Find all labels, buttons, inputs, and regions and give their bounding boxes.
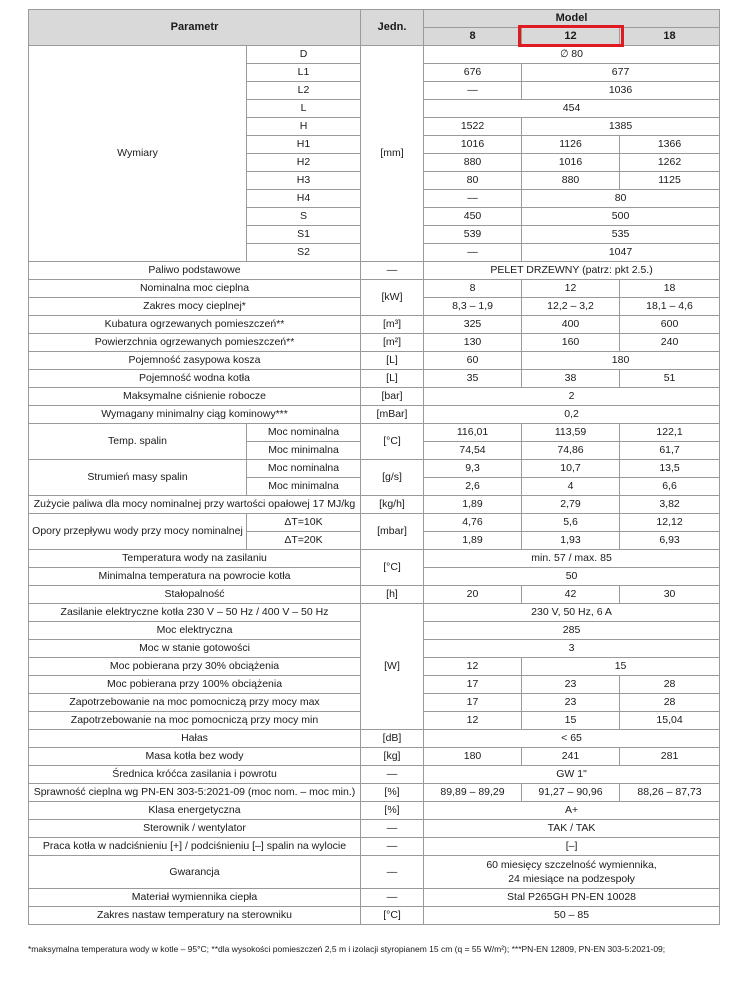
param-label: Stałopalność bbox=[29, 586, 361, 604]
cell-value: 8 bbox=[424, 280, 522, 298]
header-row bbox=[29, 10, 720, 28]
param-label: Moc elektryczna bbox=[29, 622, 361, 640]
cell-value: 8,3 – 1,9 bbox=[424, 298, 522, 316]
param-label: Gwarancja bbox=[29, 856, 361, 889]
wymiary-unit: [mm] bbox=[361, 46, 424, 262]
cell-value: 1125 bbox=[620, 172, 720, 190]
cell-value: 113,59 bbox=[522, 424, 620, 442]
table-row bbox=[29, 748, 720, 766]
table-row bbox=[29, 496, 720, 514]
unit-cell: — bbox=[361, 856, 424, 889]
table-row bbox=[29, 820, 720, 838]
param-label: Nominalna moc cieplna bbox=[29, 280, 361, 298]
cell-value: 450 bbox=[424, 208, 522, 226]
table-row bbox=[29, 514, 720, 532]
param-label: Masa kotła bez wody bbox=[29, 748, 361, 766]
cell-value: Stal P265GH PN-EN 10028 bbox=[424, 889, 720, 907]
cell-value: A+ bbox=[424, 802, 720, 820]
table-row bbox=[29, 550, 720, 568]
dim-label: L2 bbox=[247, 82, 361, 100]
cell-value: 60 bbox=[424, 352, 522, 370]
unit-cell: — bbox=[361, 766, 424, 784]
wymiary-label: Wymiary bbox=[29, 46, 247, 262]
cell-value: 28 bbox=[620, 694, 720, 712]
gwarancja-line-2: 24 miesiące na podzespoły bbox=[508, 873, 635, 885]
param-label: Sprawność cieplna wg PN-EN 303-5:2021-09 (moc nom. – moc min.) bbox=[29, 784, 361, 802]
cell-value: 2,79 bbox=[522, 496, 620, 514]
cell-value: 180 bbox=[522, 352, 720, 370]
table-row bbox=[29, 388, 720, 406]
cell-value: 2,6 bbox=[424, 478, 522, 496]
cell-value: 23 bbox=[522, 694, 620, 712]
cell-value: 1385 bbox=[522, 118, 720, 136]
cell-value: 74,54 bbox=[424, 442, 522, 460]
cell-value: 1366 bbox=[620, 136, 720, 154]
cell-value: 676 bbox=[424, 64, 522, 82]
param-label: Praca kotła w nadciśnieniu [+] / podciśnieniu [–] spalin na wylocie bbox=[29, 838, 361, 856]
param-label: Temperatura wody na zasilaniu bbox=[29, 550, 361, 568]
cell-value: TAK / TAK bbox=[424, 820, 720, 838]
param-label: Zapotrzebowanie na moc pomocniczą przy mocy min bbox=[29, 712, 361, 730]
unit-cell: [mbar] bbox=[361, 514, 424, 550]
unit-cell: [%] bbox=[361, 802, 424, 820]
unit-cell: [bar] bbox=[361, 388, 424, 406]
param-label: Strumień masy spalin bbox=[29, 460, 247, 496]
cell-value: 454 bbox=[424, 100, 720, 118]
cell-value: 28 bbox=[620, 676, 720, 694]
table-row bbox=[29, 334, 720, 352]
param-label: Moc pobierana przy 100% obciążenia bbox=[29, 676, 361, 694]
unit-cell: [mBar] bbox=[361, 406, 424, 424]
cell-value: 1047 bbox=[522, 244, 720, 262]
unit-cell: [m³] bbox=[361, 316, 424, 334]
table-row bbox=[29, 46, 720, 64]
cell-value: 600 bbox=[620, 316, 720, 334]
cell-value: [–] bbox=[424, 838, 720, 856]
cell-value: 6,93 bbox=[620, 532, 720, 550]
cell-value: 12,2 – 3,2 bbox=[522, 298, 620, 316]
cell-value: 12,12 bbox=[620, 514, 720, 532]
cell-value: 2 bbox=[424, 388, 720, 406]
dim-label: H4 bbox=[247, 190, 361, 208]
cell-value: 42 bbox=[522, 586, 620, 604]
param-label: Materiał wymiennika ciepła bbox=[29, 889, 361, 907]
dim-label: L bbox=[247, 100, 361, 118]
cell-value: 116,01 bbox=[424, 424, 522, 442]
header-parametr: Parametr bbox=[29, 10, 361, 46]
table-row bbox=[29, 838, 720, 856]
cell-value: 3,82 bbox=[620, 496, 720, 514]
unit-cell: [°C] bbox=[361, 550, 424, 586]
cell-value: 3 bbox=[424, 640, 720, 658]
param-label: Temp. spalin bbox=[29, 424, 247, 460]
cell-value: 6,6 bbox=[620, 478, 720, 496]
spec-sheet bbox=[28, 9, 720, 925]
unit-cell: [°C] bbox=[361, 424, 424, 460]
cell-value: 50 – 85 bbox=[424, 907, 720, 925]
cell-value: 12 bbox=[424, 658, 522, 676]
cell-value: GW 1" bbox=[424, 766, 720, 784]
cell-value: 9,3 bbox=[424, 460, 522, 478]
table-row bbox=[29, 766, 720, 784]
cell-value: 10,7 bbox=[522, 460, 620, 478]
cell-value: 61,7 bbox=[620, 442, 720, 460]
cell-value: 230 V, 50 Hz, 6 A bbox=[424, 604, 720, 622]
unit-cell: — bbox=[361, 889, 424, 907]
cell-value: 325 bbox=[424, 316, 522, 334]
cell-value: 15 bbox=[522, 712, 620, 730]
unit-cell: [m²] bbox=[361, 334, 424, 352]
cell-value: PELET DRZEWNY (patrz: pkt 2.5.) bbox=[424, 262, 720, 280]
cell-value: 20 bbox=[424, 586, 522, 604]
cell-value: 281 bbox=[620, 748, 720, 766]
table-row bbox=[29, 604, 720, 622]
cell-value: 180 bbox=[424, 748, 522, 766]
cell-value: 539 bbox=[424, 226, 522, 244]
param-label: Hałas bbox=[29, 730, 361, 748]
cell-value: 18 bbox=[620, 280, 720, 298]
cell-value: 122,1 bbox=[620, 424, 720, 442]
table-row bbox=[29, 784, 720, 802]
param-label: Klasa energetyczna bbox=[29, 802, 361, 820]
cell-value: — bbox=[424, 244, 522, 262]
cell-value: 400 bbox=[522, 316, 620, 334]
cell-value: 1036 bbox=[522, 82, 720, 100]
header-model: Model bbox=[424, 10, 720, 28]
cell-value: 15 bbox=[522, 658, 720, 676]
cell-value: 12 bbox=[424, 712, 522, 730]
param-label: Paliwo podstawowe bbox=[29, 262, 361, 280]
param-label: Zakres nastaw temperatury na sterowniku bbox=[29, 907, 361, 925]
cell-value: 130 bbox=[424, 334, 522, 352]
param-label: Sterownik / wentylator bbox=[29, 820, 361, 838]
cell-value: 35 bbox=[424, 370, 522, 388]
dim-label: S bbox=[247, 208, 361, 226]
cell-value: 12 bbox=[522, 280, 620, 298]
dim-label: D bbox=[247, 46, 361, 64]
table-row bbox=[29, 802, 720, 820]
table-row bbox=[29, 316, 720, 334]
param-label: Zakres mocy cieplnej* bbox=[29, 298, 361, 316]
param-label: Minimalna temperatura na powrocie kotła bbox=[29, 568, 361, 586]
unit-cell: — bbox=[361, 820, 424, 838]
param-label: Maksymalne ciśnienie robocze bbox=[29, 388, 361, 406]
sub-label: ΔT=20K bbox=[247, 532, 361, 550]
cell-value: min. 57 / max. 85 bbox=[424, 550, 720, 568]
table-row bbox=[29, 262, 720, 280]
cell-value: 23 bbox=[522, 676, 620, 694]
cell-value: 1126 bbox=[522, 136, 620, 154]
sub-label: Moc minimalna bbox=[247, 442, 361, 460]
cell-value: 1262 bbox=[620, 154, 720, 172]
cell-value: 500 bbox=[522, 208, 720, 226]
cell-value: 1522 bbox=[424, 118, 522, 136]
unit-cell: [dB] bbox=[361, 730, 424, 748]
unit-cell: [h] bbox=[361, 586, 424, 604]
param-label: Zużycie paliwa dla mocy nominalnej przy wartości opałowej 17 MJ/kg bbox=[29, 496, 361, 514]
unit-cell: [%] bbox=[361, 784, 424, 802]
cell-value: 1016 bbox=[424, 136, 522, 154]
sub-label: Moc nominalna bbox=[247, 460, 361, 478]
cell-value: — bbox=[424, 82, 522, 100]
cell-value: 17 bbox=[424, 694, 522, 712]
model-12: 12 bbox=[522, 28, 620, 46]
dim-label: H1 bbox=[247, 136, 361, 154]
cell-value: 38 bbox=[522, 370, 620, 388]
table-row bbox=[29, 586, 720, 604]
spec-table bbox=[28, 9, 720, 925]
cell-value: 1016 bbox=[522, 154, 620, 172]
cell-value: 240 bbox=[620, 334, 720, 352]
dim-label: H bbox=[247, 118, 361, 136]
cell-value: 880 bbox=[424, 154, 522, 172]
cell-value: 1,93 bbox=[522, 532, 620, 550]
table-row bbox=[29, 280, 720, 298]
cell-value: — bbox=[424, 190, 522, 208]
table-row bbox=[29, 856, 720, 889]
param-label: Zasilanie elektryczne kotła 230 V – 50 Hz / 400 V – 50 Hz bbox=[29, 604, 361, 622]
cell-value: 74,86 bbox=[522, 442, 620, 460]
cell-value: 1,89 bbox=[424, 496, 522, 514]
unit-cell: [°C] bbox=[361, 907, 424, 925]
table-row bbox=[29, 889, 720, 907]
model-18: 18 bbox=[620, 28, 720, 46]
cell-value bbox=[424, 856, 720, 889]
table-row bbox=[29, 460, 720, 478]
cell-value: 535 bbox=[522, 226, 720, 244]
sub-label: Moc nominalna bbox=[247, 424, 361, 442]
cell-value: 4 bbox=[522, 478, 620, 496]
param-label: Pojemność zasypowa kosza bbox=[29, 352, 361, 370]
param-label: Kubatura ogrzewanych pomieszczeń** bbox=[29, 316, 361, 334]
cell-value: 285 bbox=[424, 622, 720, 640]
sub-label: ΔT=10K bbox=[247, 514, 361, 532]
table-row bbox=[29, 424, 720, 442]
cell-value: 17 bbox=[424, 676, 522, 694]
cell-value: 160 bbox=[522, 334, 620, 352]
param-label: Zapotrzebowanie na moc pomocniczą przy mocy max bbox=[29, 694, 361, 712]
cell-value: 241 bbox=[522, 748, 620, 766]
dim-label: H3 bbox=[247, 172, 361, 190]
cell-value: 50 bbox=[424, 568, 720, 586]
table-row bbox=[29, 370, 720, 388]
cell-value: 1,89 bbox=[424, 532, 522, 550]
dim-label: S2 bbox=[247, 244, 361, 262]
table-row bbox=[29, 907, 720, 925]
cell-value: 91,27 – 90,96 bbox=[522, 784, 620, 802]
cell-value: 677 bbox=[522, 64, 720, 82]
unit-cell: [kW] bbox=[361, 280, 424, 316]
unit-cell: [L] bbox=[361, 352, 424, 370]
gwarancja-line-1: 60 miesięcy szczelność wymiennika, bbox=[486, 859, 657, 871]
unit-cell: — bbox=[361, 838, 424, 856]
param-label: Pojemność wodna kotła bbox=[29, 370, 361, 388]
table-row bbox=[29, 730, 720, 748]
cell-value: 80 bbox=[522, 190, 720, 208]
param-label: Moc pobierana przy 30% obciążenia bbox=[29, 658, 361, 676]
table-row bbox=[29, 352, 720, 370]
param-label: Powierzchnia ogrzewanych pomieszczeń** bbox=[29, 334, 361, 352]
unit-cell: [W] bbox=[361, 604, 424, 730]
cell-value: 89,89 – 89,29 bbox=[424, 784, 522, 802]
unit-cell: [L] bbox=[361, 370, 424, 388]
cell-value: 15,04 bbox=[620, 712, 720, 730]
cell-value: 4,76 bbox=[424, 514, 522, 532]
cell-value: 5,6 bbox=[522, 514, 620, 532]
cell-value: 18,1 – 4,6 bbox=[620, 298, 720, 316]
param-label: Moc w stanie gotowości bbox=[29, 640, 361, 658]
sub-label: Moc minimalna bbox=[247, 478, 361, 496]
unit-cell: [kg] bbox=[361, 748, 424, 766]
footnote: *maksymalna temperatura wody w kotle – 95°C; **dla wysokości pomieszczeń 2,5 m i izolacji styropianem 15 cm (q = 55 W/m²); ***PN-EN 12809, PN-EN 303-5:2021-09; bbox=[28, 944, 666, 954]
param-label: Opory przepływu wody przy mocy nominalnej bbox=[29, 514, 247, 550]
cell-value: < 65 bbox=[424, 730, 720, 748]
param-label: Wymagany minimalny ciąg kominowy*** bbox=[29, 406, 361, 424]
table-row bbox=[29, 406, 720, 424]
cell-value: 30 bbox=[620, 586, 720, 604]
dim-label: H2 bbox=[247, 154, 361, 172]
cell-value: 88,26 – 87,73 bbox=[620, 784, 720, 802]
model-8: 8 bbox=[424, 28, 522, 46]
cell-value: 51 bbox=[620, 370, 720, 388]
cell-value: 13,5 bbox=[620, 460, 720, 478]
header-jedn: Jedn. bbox=[361, 10, 424, 46]
unit-cell: — bbox=[361, 262, 424, 280]
unit-cell: [kg/h] bbox=[361, 496, 424, 514]
dim-label: L1 bbox=[247, 64, 361, 82]
param-label: Średnica króćca zasilania i powrotu bbox=[29, 766, 361, 784]
cell-value: ∅ 80 bbox=[424, 46, 720, 64]
unit-cell: [g/s] bbox=[361, 460, 424, 496]
dim-label: S1 bbox=[247, 226, 361, 244]
cell-value: 80 bbox=[424, 172, 522, 190]
cell-value: 0,2 bbox=[424, 406, 720, 424]
cell-value: 880 bbox=[522, 172, 620, 190]
